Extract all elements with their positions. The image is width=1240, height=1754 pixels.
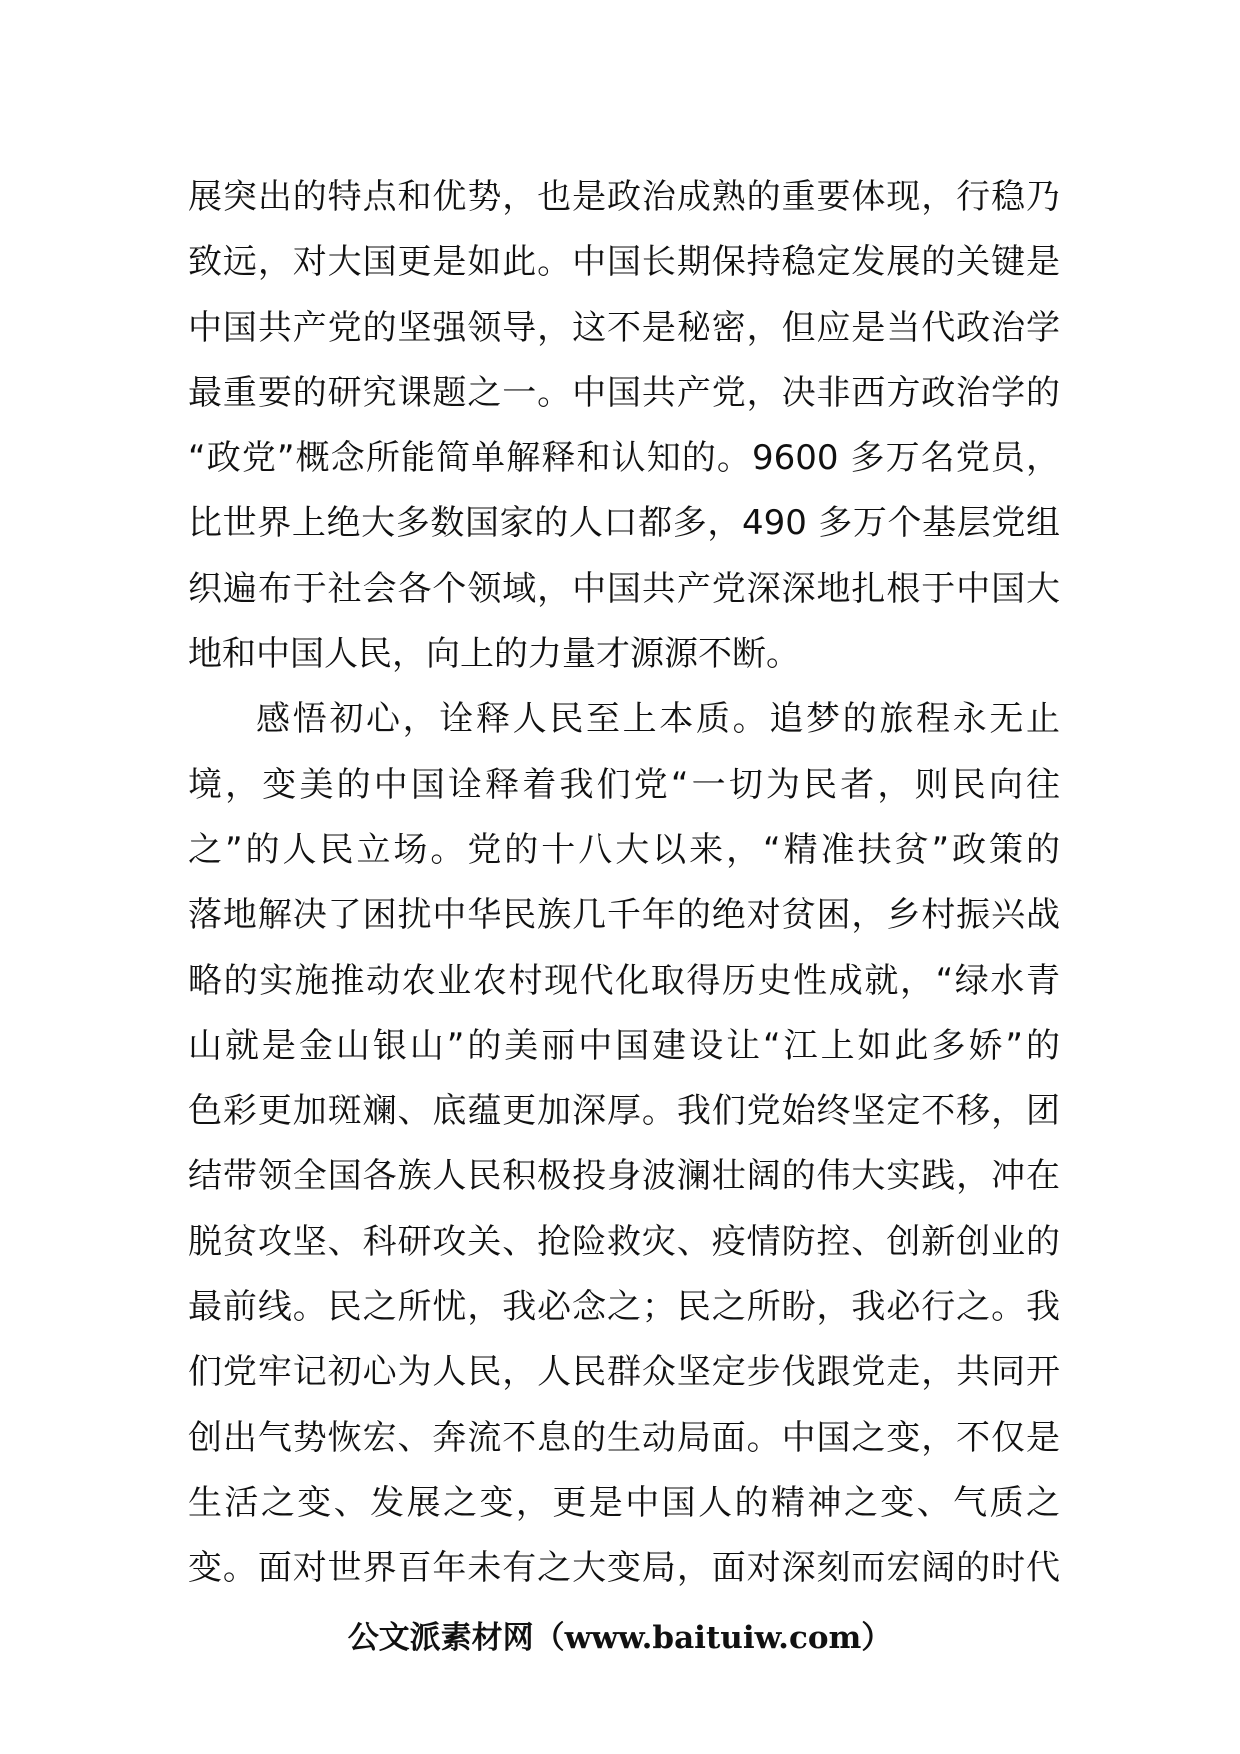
text-line: 脱贫攻坚、科研攻关、抢险救灾、疫情防控、创新创业的 xyxy=(188,1221,1060,1262)
text-line: 落地解决了困扰中华民族几千年的绝对贫困，乡村振兴战 xyxy=(188,895,1060,936)
text-line: “政党”概念所能简单解释和认知的。9600 多万名党员， xyxy=(188,438,1060,479)
text-line: 色彩更加斑斓、底蕴更加深厚。我们党始终坚定不移，团 xyxy=(188,1091,1060,1132)
footer-source: 公文派素材网（www.baituiw.com） xyxy=(347,1620,893,1656)
text-line: 生活之变、发展之变，更是中国人的精神之变、气质之 xyxy=(188,1482,1060,1523)
text-line: 之”的人民立场。党的十八大以来，“精准扶贫”政策的 xyxy=(188,829,1060,870)
text-line: 地和中国人民，向上的力量才源源不断。 xyxy=(188,634,800,675)
text-line: 变。面对世界百年未有之大变局，面对深刻而宏阔的时代 xyxy=(188,1548,1060,1589)
text-line: 略的实施推动农业农村现代化取得历史性成就，“绿水青 xyxy=(188,960,1060,1001)
text-line: 山就是金山银山”的美丽中国建设让“江上如此多娇”的 xyxy=(188,1025,1060,1066)
text-line: 展突出的特点和优势，也是政治成熟的重要体现，行稳乃 xyxy=(188,177,1060,217)
text-line: 织遍布于社会各个领域，中国共产党深深地扎根于中国大 xyxy=(188,568,1060,609)
text-line: 中国共产党的坚强领导，这不是秘密，但应是当代政治学 xyxy=(188,307,1060,348)
text-line: 最重要的研究课题之一。中国共产党，决非西方政治学的 xyxy=(188,372,1060,413)
text-line: 结带领全国各族人民积极投身波澜壮阔的伟大实践，冲在 xyxy=(188,1156,1060,1197)
text-line: 致远，对大国更是如此。中国长期保持稳定发展的关键是 xyxy=(188,242,1060,283)
text-line: 境，变美的中国诠释着我们党“一切为民者，则民向往 xyxy=(188,764,1060,805)
text-line: 最前线。民之所忧，我必念之；民之所盼，我必行之。我 xyxy=(188,1287,1060,1328)
body-text xyxy=(188,165,1060,1602)
text-line: 们党牢记初心为人民，人民群众坚定步伐跟党走，共同开 xyxy=(188,1352,1060,1393)
text-line: 比世界上绝大多数国家的人口都多，490 多万个基层党组 xyxy=(188,503,1060,544)
text-line: 创出气势恢宏、奔流不息的生动局面。中国之变，不仅是 xyxy=(188,1417,1060,1458)
text-line: 感悟初心，诠释人民至上本质。追梦的旅程永无止 xyxy=(256,699,1060,740)
